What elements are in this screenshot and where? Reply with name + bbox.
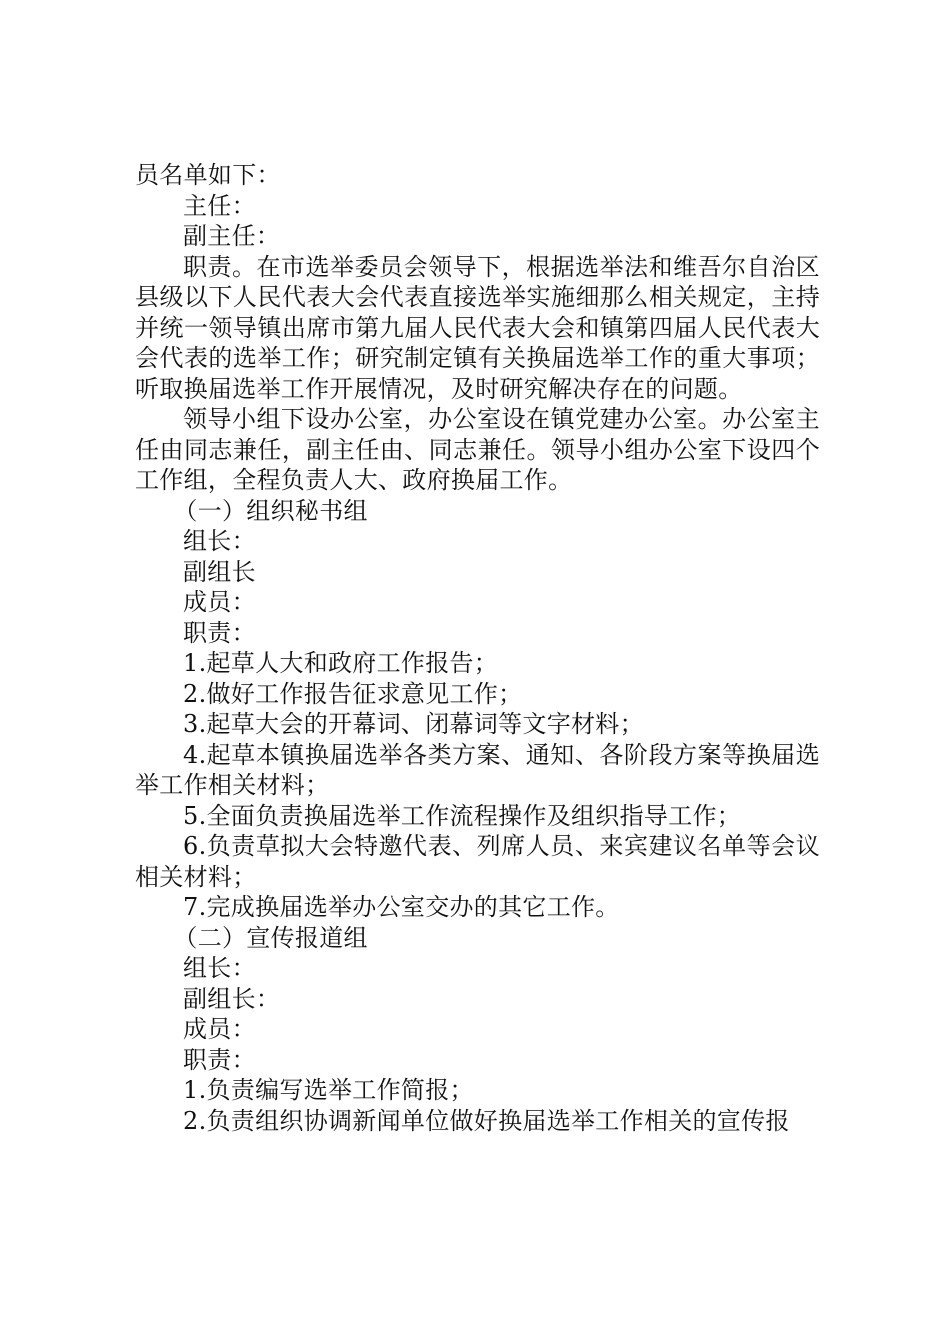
list-item-duty-1: 1.起草人大和政府工作报告； [183,649,499,677]
list-item-duty-7: 7.完成换届选举办公室交办的其它工作。 [183,893,620,921]
list-item-duty-6: 6.负责草拟大会特邀代表、列席人员、来宾建议名单等会议相关材料； [135,832,820,891]
list-item-duty-5: 5.全面负责换届选举工作流程操作及组织指导工作； [183,801,742,830]
paragraph-leading-group-duties: 职责。在市选举委员会领导下，根据选举法和维吾尔自治区县级以下人民代表大会代表直接选举实施细那么相关规定，主持并统一领导镇出席市第九届人民代表大会和镇第四届人民代表大会代表的选举工作；研究制定镇有关换届选举工作的重大事项；听取换届选举工作开展情况，及时研究解决存在的问题。 [135,252,820,403]
paragraph-publicity-deputy-leader: 副组长： [183,984,281,1013]
paragraph-publicity-duties-label: 职责： [183,1045,256,1074]
list-item-publicity-duty-2: 2.负责组织协调新闻单位做好换届选举工作相关的宣传报 [183,1106,790,1135]
paragraph-deputy-group-leader: 副组长 [183,557,256,586]
paragraph-members: 成员： [183,588,256,616]
paragraph-deputy-director: 副主任： [183,222,281,250]
section-heading-publicity: （二）宣传报道组 [173,923,368,952]
list-item-duty-2: 2.做好工作报告征求意见工作； [183,679,523,708]
list-item-publicity-duty-1: 1.负责编写选举工作简报； [183,1076,474,1104]
list-item-duty-4: 4.起草本镇换届选举各类方案、通知、各阶段方案等换届选举工作相关材料； [135,740,820,799]
paragraph-group-leader: 组长： [183,527,256,555]
paragraph-duties-label: 职责： [183,618,256,647]
section-heading-organization-secretariat: （一）组织秘书组 [173,496,368,525]
paragraph-director: 主任： [183,191,256,220]
document-body [135,160,820,1136]
paragraph-member-list-intro: 员名单如下： [135,161,281,189]
list-item-duty-3: 3.起草大会的开幕词、闭幕词等文字材料； [183,710,644,738]
paragraph-office-setup: 领导小组下设办公室，办公室设在镇党建办公室。办公室主任由同志兼任，副主任由、同志兼任。领导小组办公室下设四个工作组，全程负责人大、政府换届工作。 [135,405,820,494]
paragraph-publicity-members: 成员： [183,1015,256,1043]
paragraph-publicity-group-leader: 组长： [183,954,256,982]
